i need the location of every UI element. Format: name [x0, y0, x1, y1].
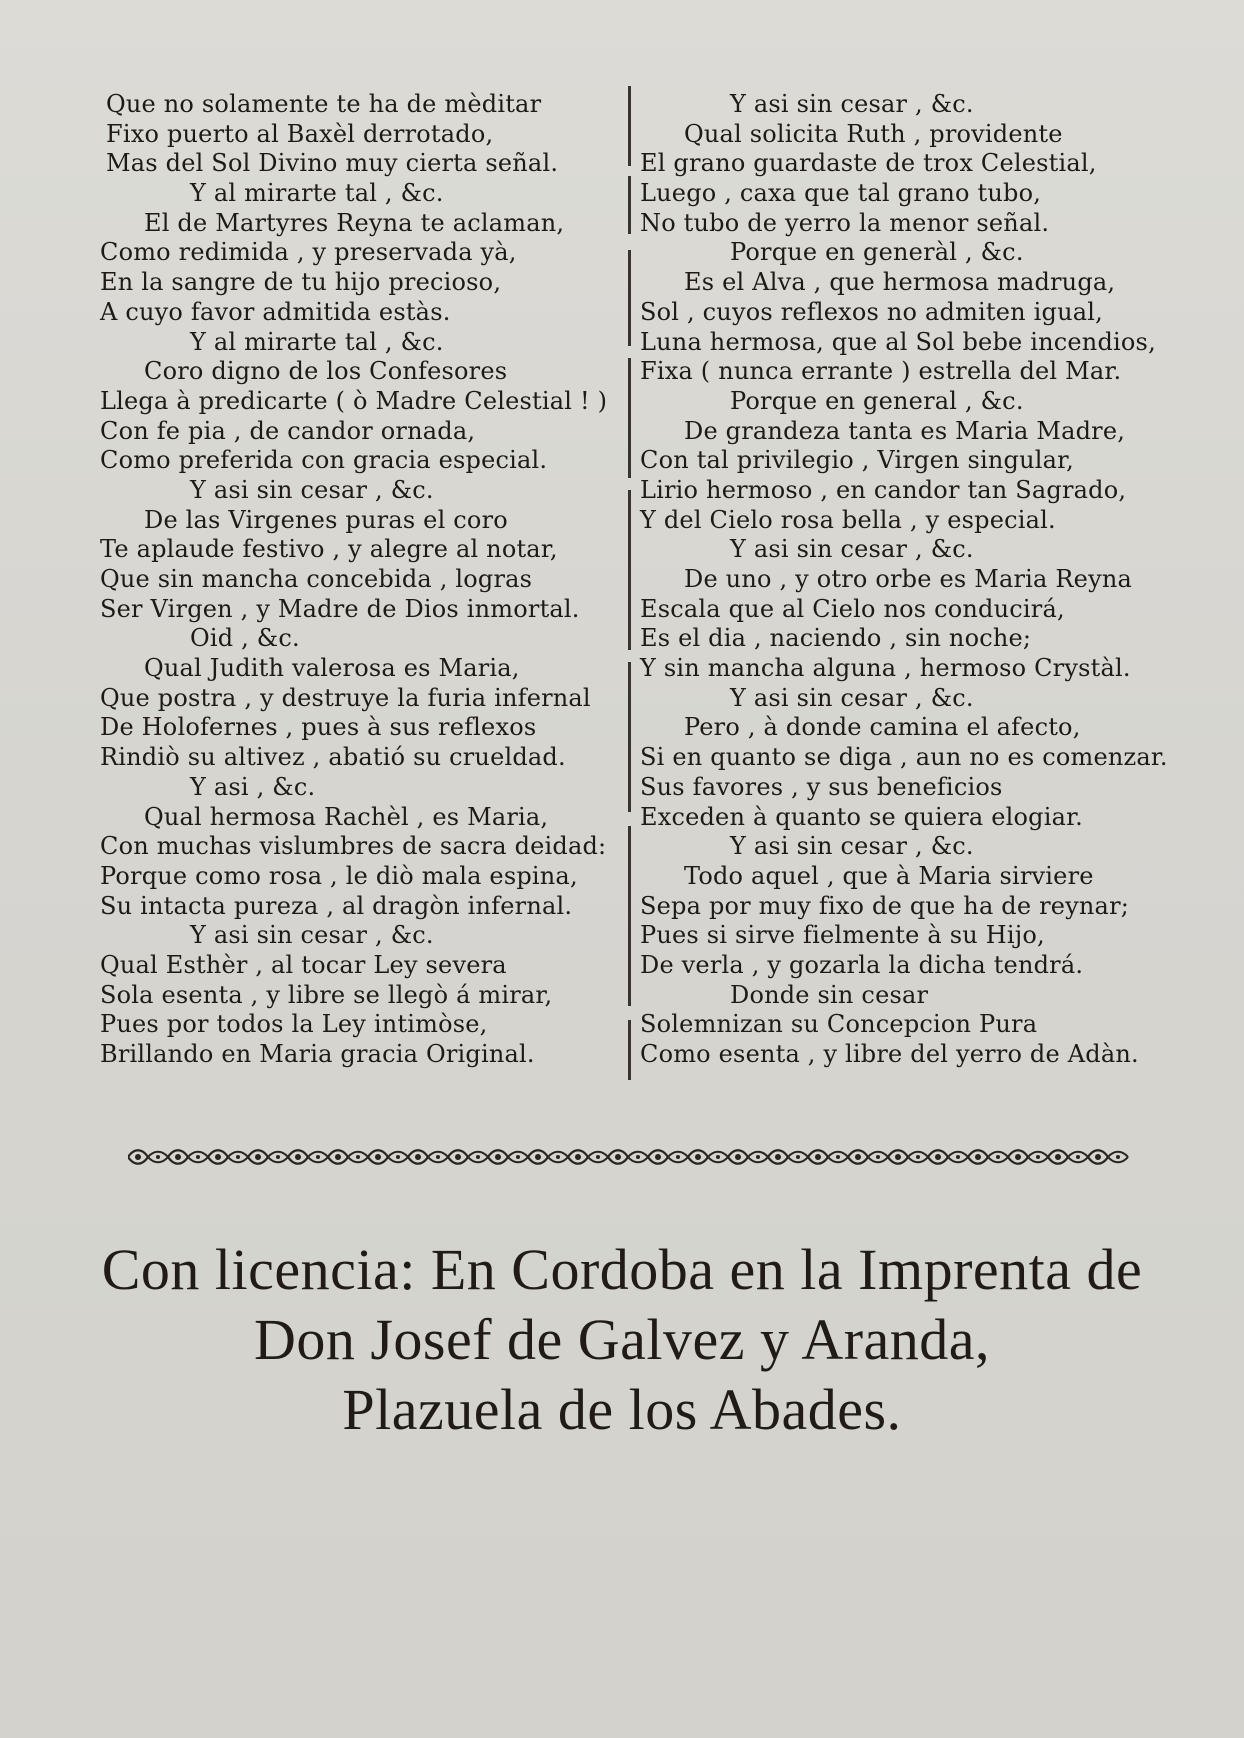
verse-line: Y asi sin cesar , &c.: [730, 535, 974, 564]
ornament-unit: [968, 1150, 1008, 1164]
column-divider: [628, 358, 631, 478]
imprint-printer-line: Don Josef de Galvez y Aranda,: [253, 1307, 991, 1372]
ornamental-border: [128, 1140, 1136, 1174]
verse-line: Como preferida con gracia especial.: [100, 446, 548, 475]
verse-line: Que no solamente te ha de mèditar: [106, 90, 542, 118]
verse-line: Exceden à quanto se quiera elogiar.: [640, 802, 1083, 831]
ornament-unit: [648, 1150, 688, 1164]
ornament-unit: [888, 1150, 928, 1164]
verse-line: El grano guardaste de trox Celestial,: [640, 149, 1097, 178]
verse-line: Con fe pia , de candor ornada,: [100, 416, 476, 445]
verse-line: Es el Alva , que hermosa madruga,: [684, 268, 1116, 297]
ornament-unit: [248, 1150, 288, 1164]
verse-line: Y asi sin cesar , &c.: [730, 90, 974, 118]
ornament-unit: [928, 1150, 968, 1164]
verse-line: Sol , cuyos reflexos no admiten igual,: [640, 297, 1103, 326]
verse-line: Te aplaude festivo , y alegre al notar,: [100, 535, 558, 564]
verse-line: Porque como rosa , le diò mala espina,: [100, 861, 578, 890]
verse-line: Y asi sin cesar , &c.: [190, 475, 434, 504]
verse-line: De las Virgenes puras el coro: [144, 505, 508, 534]
verse-line: Luna hermosa, que al Sol bebe incendios,: [640, 327, 1156, 356]
verse-line: Pues si sirve fielmente à su Hijo,: [640, 921, 1045, 950]
imprint-address-line: Plazuela de los Abades.: [342, 1377, 902, 1442]
verse-line: Y asi sin cesar , &c.: [730, 832, 974, 861]
verse-line: Fixa ( nunca errante ) estrella del Mar.: [640, 357, 1122, 386]
verse-line: Qual solicita Ruth , providente: [684, 119, 1063, 148]
ornament-unit: [808, 1150, 848, 1164]
ornament-unit: [728, 1150, 768, 1164]
verse-line: Que sin mancha concebida , logras: [100, 565, 533, 593]
verse-line: Oid , &c.: [190, 624, 300, 653]
ornament-unit: [1088, 1150, 1128, 1164]
column-divider: [628, 86, 631, 166]
verse-line: Que postra , y destruye la furia infernal: [100, 683, 591, 712]
ornament-unit: [688, 1150, 728, 1164]
ornament-unit: [1048, 1150, 1088, 1164]
verse-line: Brillando en Maria gracia Original.: [100, 1040, 535, 1068]
verse-line: Es el dia , naciendo , sin noche;: [640, 624, 1032, 653]
imprint-license-line: Con licencia: En Cordoba en la Imprenta de: [101, 1237, 1143, 1302]
verse-line: Lirio hermoso , en candor tan Sagrado,: [640, 475, 1127, 504]
verse-line: Porque en general , &c.: [730, 386, 1024, 415]
verse-line: Como redimida , y preservada yà,: [100, 238, 517, 267]
verse-line: Y al mirarte tal , &c.: [190, 327, 444, 356]
column-divider: [628, 826, 631, 1006]
ornament-unit: [288, 1150, 328, 1164]
verse-line: Y asi , &c.: [190, 772, 316, 801]
verse-line: Llega à predicarte ( ò Madre Celestial ! ): [100, 386, 608, 415]
ornament-unit: [408, 1150, 448, 1164]
verse-line: Rindiò su altivez , abatió su crueldad.: [100, 743, 566, 772]
column-divider: [628, 490, 631, 650]
verse-line: Qual hermosa Rachèl , es Maria,: [144, 802, 549, 831]
verse-line: Y asi sin cesar , &c.: [190, 921, 434, 950]
verse-line: Coro digno de los Confesores: [144, 357, 508, 386]
verse-line: Sus favores , y sus beneficios: [640, 772, 1003, 801]
verse-line: Donde sin cesar: [730, 980, 929, 1009]
ornament-unit: [328, 1150, 368, 1164]
verse-line: Sola esenta , y libre se llegò á mirar,: [100, 980, 553, 1009]
ornament-unit: [488, 1150, 528, 1164]
ornament-unit: [168, 1150, 208, 1164]
verse-line: Mas del Sol Divino muy cierta señal.: [106, 149, 559, 178]
verse-line: Y al mirarte tal , &c.: [190, 179, 444, 208]
ornament-unit: [368, 1150, 408, 1164]
verse-line: Como esenta , y libre del yerro de Adàn.: [640, 1040, 1139, 1068]
right-column: [640, 90, 1180, 1070]
verse-line: De grandeza tanta es Maria Madre,: [684, 416, 1126, 445]
verse-line: Pero , à donde camina el afecto,: [684, 713, 1081, 742]
verse-line: Fixo puerto al Baxèl derrotado,: [106, 119, 494, 148]
verse-line: Luego , caxa que tal grano tubo,: [640, 179, 1042, 208]
verse-line: Y sin mancha alguna , hermoso Crystàl.: [640, 654, 1131, 683]
imprint: [80, 1235, 1164, 1445]
verse-line: Si en quanto se diga , aun no es comenzar.: [640, 743, 1168, 772]
ornament-unit: [1008, 1150, 1048, 1164]
verse-line: Qual Judith valerosa es Maria,: [144, 654, 520, 683]
verse-line: De verla , y gozarla la dicha tendrá.: [640, 950, 1084, 979]
verse-line: Pues por todos la Ley intimòse,: [100, 1010, 488, 1039]
verse-line: Y del Cielo rosa bella , y especial.: [640, 505, 1056, 534]
ornament-unit: [568, 1150, 608, 1164]
verse-line: Solemnizan su Concepcion Pura: [640, 1010, 1038, 1039]
column-divider: [628, 250, 631, 346]
verse-columns: [100, 90, 1168, 1080]
verse-line: Porque en generàl , &c.: [730, 238, 1024, 267]
verse-line: De Holofernes , pues à sus reflexos: [100, 713, 537, 742]
verse-line: Todo aquel , que à Maria sirviere: [684, 861, 1094, 890]
ornament-unit: [448, 1150, 488, 1164]
verse-line: Con tal privilegio , Virgen singular,: [640, 446, 1074, 475]
verse-line: Su intacta pureza , al dragòn infernal.: [100, 891, 573, 920]
verse-line: En la sangre de tu hijo precioso,: [100, 268, 502, 297]
verse-line: Con muchas vislumbres de sacra deidad:: [100, 832, 607, 861]
ornament-unit: [848, 1150, 888, 1164]
verse-line: Escala que al Cielo nos conducirá,: [640, 594, 1065, 623]
verse-line: Ser Virgen , y Madre de Dios inmortal.: [100, 594, 580, 623]
column-divider: [628, 176, 631, 234]
ornament-unit: [128, 1150, 168, 1164]
column-divider: [628, 1020, 631, 1080]
verse-line: De uno , y otro orbe es Maria Reyna: [684, 565, 1132, 593]
left-column: [100, 90, 620, 1070]
ornament-unit: [208, 1150, 248, 1164]
ornament-unit: [608, 1150, 648, 1164]
verse-line: Qual Esthèr , al tocar Ley severa: [100, 950, 507, 979]
ornament-unit: [768, 1150, 808, 1164]
verse-line: A cuyo favor admitida estàs.: [100, 297, 451, 326]
verse-line: No tubo de yerro la menor señal.: [640, 208, 1050, 237]
ornament-unit: [528, 1150, 568, 1164]
verse-line: El de Martyres Reyna te aclaman,: [144, 208, 565, 237]
column-divider: [628, 662, 631, 812]
verse-line: Y asi sin cesar , &c.: [730, 683, 974, 712]
verse-line: Sepa por muy fixo de que ha de reynar;: [640, 891, 1130, 920]
